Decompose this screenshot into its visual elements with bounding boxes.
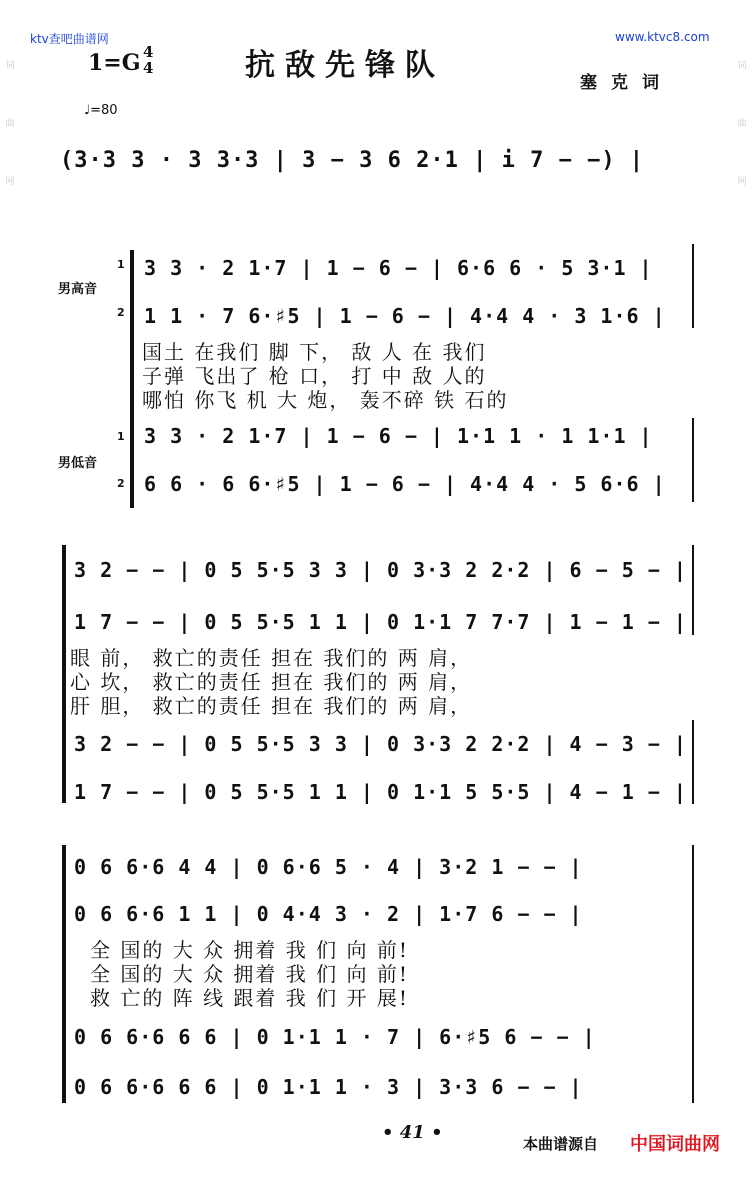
system1-tenor1-notes: 3 3 · 2 1·7 | 1 − 6 − | 6·6 6 · 5 3·1 | xyxy=(144,256,653,280)
watermark-char: 曲 xyxy=(5,119,15,129)
intro-notes: (3·3 3 · 3 3·3 | 3 − 3 6 2·1 | i 7 − −) | xyxy=(60,148,645,173)
system3-lyric-verse3: 救 亡的 阵 线 跟着 我 们 开 展! xyxy=(90,986,409,1010)
system3-tenor2-notes: 0 6 6·6 1 1 | 0 4·4 3 · 2 | 1·7 6 − − | xyxy=(74,902,583,926)
system2-bracket xyxy=(62,545,66,803)
watermark-right-column xyxy=(735,60,749,234)
barline xyxy=(692,720,694,804)
tempo-marking: ♩=80 xyxy=(84,103,118,118)
watermark-left-column xyxy=(3,60,17,234)
system1-bracket xyxy=(130,250,134,508)
part-label-tenor: 男高音 xyxy=(58,282,98,297)
system1-lyric-verse3: 哪怕 你飞 机 大 炮， 轰不碎 铁 石的 xyxy=(142,388,509,412)
system1-bass2-notes: 6 6 · 6 6·♯5 | 1 − 6 − | 4·4 4 · 5 6·6 | xyxy=(144,472,666,496)
system1-lyric-verse1: 国土 在我们 脚 下， 敌 人 在 我们 xyxy=(142,340,487,364)
system1-bass1-notes: 3 3 · 2 1·7 | 1 − 6 − | 1·1 1 · 1 1·1 | xyxy=(144,424,653,448)
watermark-site-top-right[interactable]: www.ktvc8.com xyxy=(615,30,710,44)
system3-lyric-verse1: 全 国的 大 众 拥着 我 们 向 前! xyxy=(90,938,409,962)
barline xyxy=(692,545,694,635)
key-signature: 1=G xyxy=(88,50,141,76)
part-label-bass: 男低音 xyxy=(58,456,98,471)
system2-tenor2-notes: 1 7 − − | 0 5 5·5 1 1 | 0 1·1 7 7·7 | 1 − 1 − | xyxy=(74,610,687,634)
barline xyxy=(692,845,694,1103)
voice-number: 1 xyxy=(117,258,125,271)
system2-bass1-notes: 3 2 − − | 0 5 5·5 3 3 | 0 3·3 2 2·2 | 4 − 3 − | xyxy=(74,732,687,756)
system2-lyric-verse3: 肝 胆， 救亡的责任 担在 我们的 两 肩， xyxy=(70,694,473,718)
system3-bracket xyxy=(62,845,66,1103)
system2-bass2-notes: 1 7 − − | 0 5 5·5 1 1 | 0 1·1 5 5·5 | 4 − 1 − | xyxy=(74,780,687,804)
watermark-site-top-left[interactable]: ktv查吧曲谱网 xyxy=(30,32,109,46)
voice-number: 1 xyxy=(117,430,125,443)
watermark-char: 词 xyxy=(5,61,15,71)
system2-lyric-verse2: 心 坎， 救亡的责任 担在 我们的 两 肩， xyxy=(70,670,473,694)
time-signature xyxy=(143,44,153,76)
watermark-char: 曲 xyxy=(737,119,747,129)
system1-lyric-verse2: 子弹 飞出了 枪 口， 打 中 敌 人的 xyxy=(142,364,487,388)
source-label: 本曲谱源自 xyxy=(523,1135,599,1153)
system3-lyric-verse2: 全 国的 大 众 拥着 我 们 向 前! xyxy=(90,962,409,986)
time-sig-bottom: 4 xyxy=(143,59,154,77)
time-sig-top: 4 xyxy=(143,43,154,61)
system3-tenor1-notes: 0 6 6·6 4 4 | 0 6·6 5 · 4 | 3·2 1 − − | xyxy=(74,855,583,879)
system3-bass1-notes: 0 6 6·6 6 6 | 0 1·1 1 · 7 | 6·♯5 6 − − | xyxy=(74,1025,596,1049)
system2-tenor1-notes: 3 2 − − | 0 5 5·5 3 3 | 0 3·3 2 2·2 | 6 − 5 − | xyxy=(74,558,687,582)
voice-number: 2 xyxy=(117,306,125,319)
barline xyxy=(692,244,694,328)
source-site-link[interactable]: 中国词曲网 xyxy=(630,1134,720,1155)
watermark-char: 网 xyxy=(5,177,15,187)
lyricist-credit: 塞克词 xyxy=(580,73,673,93)
watermark-char: 网 xyxy=(737,177,747,187)
barline xyxy=(692,418,694,502)
page-number: • 41 • xyxy=(382,1122,443,1143)
system1-tenor2-notes: 1 1 · 7 6·♯5 | 1 − 6 − | 4·4 4 · 3 1·6 | xyxy=(144,304,666,328)
system3-bass2-notes: 0 6 6·6 6 6 | 0 1·1 1 · 3 | 3·3 6 − − | xyxy=(74,1075,583,1099)
voice-number: 2 xyxy=(117,477,125,490)
watermark-char: 词 xyxy=(737,61,747,71)
system2-lyric-verse1: 眼 前， 救亡的责任 担在 我们的 两 肩， xyxy=(70,646,473,670)
song-title: 抗敌先锋队 xyxy=(245,48,445,83)
